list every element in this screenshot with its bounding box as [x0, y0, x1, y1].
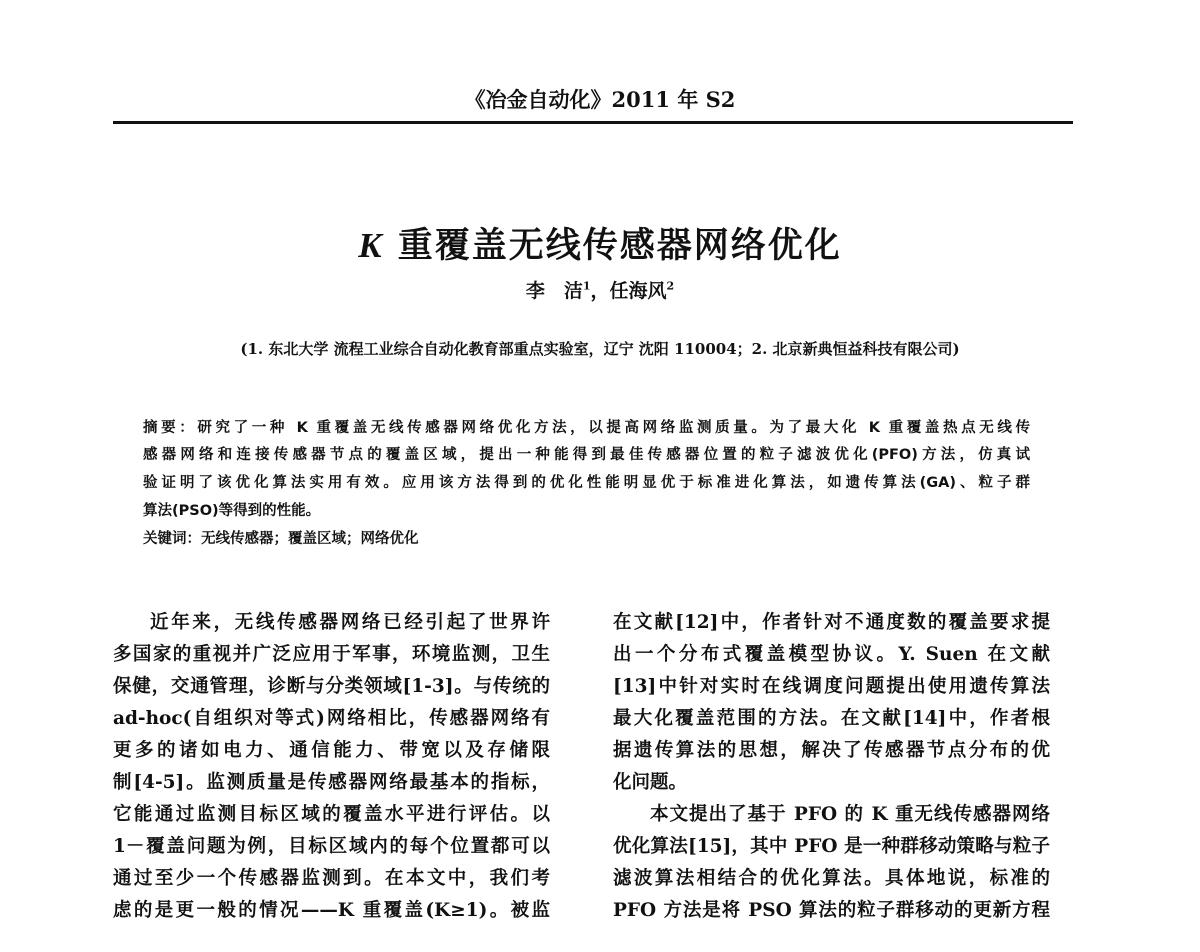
- author-2-affil: 2: [666, 279, 675, 293]
- author-1-affil: 1: [582, 279, 591, 293]
- abstract-line: 算法(PSO)等得到的性能。: [143, 503, 321, 519]
- title-k: K: [358, 226, 384, 265]
- author-2: ，任海风: [590, 280, 667, 302]
- body-line: ad-hoc(自组织对等式)网络相比，传感器网络有: [113, 708, 550, 729]
- body-line: 据遗传算法的思想，解决了传感器节点分布的优: [613, 740, 1050, 761]
- keywords: 关键词：无线传感器；覆盖区域；网络优化: [143, 531, 419, 547]
- journal-header: 《冶金自动化》2011 年 S2: [464, 87, 736, 112]
- body-line: 优化算法[15]，其中 PFO 是一种群移动策略与粒子: [613, 836, 1050, 857]
- author-1: 李 洁: [525, 280, 583, 302]
- abstract-line: 感器网络和连接传感器节点的覆盖区域，提出一种能得到最佳传感器位置的粒子滤波优化(PFO)方法，仿真试: [143, 447, 1030, 463]
- body-line: 虑的是更一般的情况——K 重覆盖(K≥1)。被监: [113, 900, 550, 921]
- body-line: 通过至少一个传感器监测到。在本文中，我们考: [113, 868, 550, 889]
- body-line: 更多的诸如电力、通信能力、带宽以及存储限: [113, 740, 550, 761]
- body-line: 在文献[12]中，作者针对不通度数的覆盖要求提: [613, 612, 1050, 633]
- body-line: 保健，交通管理，诊断与分类领域[1-3]。与传统的: [113, 676, 550, 697]
- body-line: 出一个分布式覆盖模型协议。Y. Suen 在文献: [613, 644, 1050, 665]
- body-line: 制[4-5]。监测质量是传感器网络最基本的指标，: [113, 772, 550, 793]
- body-line: PFO 方法是将 PSO 算法的粒子群移动的更新方程: [613, 900, 1050, 921]
- body-line: 它能通过监测目标区域的覆盖水平进行评估。以: [113, 804, 550, 825]
- body-line: 最大化覆盖范围的方法。在文献[14]中，作者根: [613, 708, 1050, 729]
- paper-title: [0, 218, 1200, 268]
- title-text: 重覆盖无线传感器网络优化: [383, 225, 842, 266]
- body-line: 1－覆盖问题为例，目标区域内的每个位置都可以: [113, 836, 550, 857]
- abstract-line: 验证明了该优化算法实用有效。应用该方法得到的优化性能明显优于标准进化算法，如遗传算法(GA)、粒子群: [143, 475, 1030, 491]
- body-line: [13]中针对实时在线调度问题提出使用遗传算法: [613, 676, 1050, 697]
- body-line: 本文提出了基于 PFO 的 K 重无线传感器网络: [650, 804, 1050, 825]
- body-line: 多国家的重视并广泛应用于军事，环境监测，卫生: [113, 644, 550, 665]
- body-line: 化问题。: [613, 772, 688, 793]
- abstract-line: 摘要：研究了一种 K 重覆盖无线传感器网络优化方法，以提高网络监测质量。为了最大化 K 重覆盖热点无线传: [143, 420, 1030, 436]
- header-rule: [113, 121, 1073, 124]
- body-line: 滤波算法相结合的优化算法。具体地说，标准的: [613, 868, 1050, 889]
- body-line: 近年来，无线传感器网络已经引起了世界许: [150, 612, 550, 633]
- authors: [0, 276, 1200, 303]
- affiliation: (1. 东北大学 流程工业综合自动化教育部重点实验室，辽宁 沈阳 110004；2. 北京新典恒益科技有限公司): [240, 340, 960, 358]
